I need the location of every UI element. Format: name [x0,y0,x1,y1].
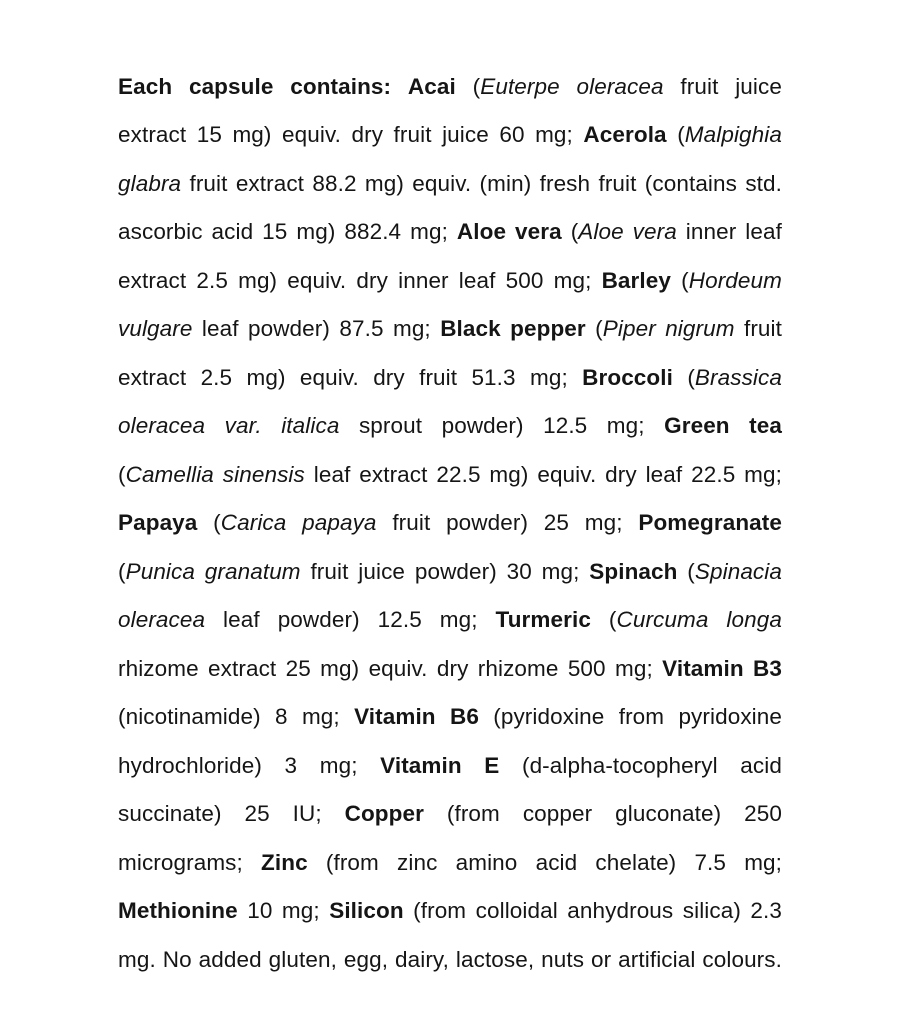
paren-open-aloe: ( [570,219,579,244]
ingredient-detail-barley: leaf powder) 87.5 mg; [192,316,441,341]
ingredient-name-pomegranate: Pomegranate [638,510,783,535]
ingredient-detail-vitamin-b6: (pyridoxine from pyridoxine hydrochloride) 3 mg; [118,704,782,778]
paren-open-acai: ( [472,73,481,99]
ingredient-name-acerola: Acerola [583,122,667,147]
ingredient-name-green-tea: Green tea [664,413,782,438]
ingredient-detail-turmeric: rhizome extract 25 mg) equiv. dry rhizome 500 mg; [118,655,663,681]
ingredient-detail-acai: fruit juice extract 15 mg) equiv. dry fruit juice 60 mg; [118,73,782,147]
ingredient-latin-spinach: Spinacia oleracea [118,558,782,632]
paren-open-acerola: ( [677,122,685,147]
space [197,510,213,535]
ingredient-detail-methionine: 10 mg; [237,898,330,923]
ingredient-detail-papaya: fruit powder) 25 mg; [376,510,639,535]
ingredient-name-acai: Acai [407,73,456,99]
ingredient-latin-barley: Hordeum vulgare [118,267,782,341]
paren-open-broccoli: ( [687,364,695,390]
ingredient-detail-acerola: fruit extract 88.2 mg) equiv. (min) fresh fruit (contains std. ascorbic acid 15 mg) 882.4 mg; [118,170,782,244]
ingredient-latin-acerola: Malpighia glabra [118,122,782,196]
ingredient-name-barley: Barley [601,267,671,293]
ingredient-detail-black-pepper: fruit extract 2.5 mg) equiv. dry fruit 51.3 mg; [118,316,782,390]
ingredient-detail-green-tea: leaf extract 22.5 mg) equiv. dry leaf 22.5 mg; [304,461,782,487]
ingredient-latin-broccoli: Brassica oleracea var. italica [118,364,782,438]
ingredient-detail-copper: (from copper gluconate) 250 micrograms; [118,801,782,875]
ingredient-detail-broccoli: sprout powder) 12.5 mg; [339,413,665,438]
ingredient-name-aloe-vera: Aloe vera [456,219,562,244]
ingredient-detail-vitamin-e: (d-alpha-tocopheryl acid succinate) 25 IU; [118,752,782,826]
ingredient-name-broccoli: Broccoli [582,364,673,390]
space [391,74,408,99]
space [671,268,681,293]
paren-open-greentea: ( [118,461,126,487]
ingredient-name-vitamin-b3: Vitamin B3 [662,655,782,681]
space [673,365,687,390]
space [586,316,595,341]
ingredient-latin-papaya: Carica papaya [220,510,377,535]
space [591,607,609,632]
ingredient-name-vitamin-b6: Vitamin B6 [354,704,479,729]
paren-open-turmeric: ( [608,607,617,632]
ingredient-name-spinach: Spinach [589,558,678,584]
ingredients-paragraph [118,63,782,1033]
paren-open-papaya: ( [213,510,221,535]
space [667,122,678,147]
paren-open-barley: ( [681,267,689,293]
ingredient-latin-green-tea: Camellia sinensis [125,461,305,487]
ingredient-latin-aloe-vera: Aloe vera [578,219,677,244]
ingredient-detail-vitamin-b3: (nicotinamide) 8 mg; [118,704,355,729]
ingredient-latin-pomegranate: Punica granatum [125,558,301,584]
ingredient-detail-silicon: (from colloidal anhydrous silica) 2.3 mg. [118,898,783,972]
ingredient-name-zinc: Zinc [261,849,308,875]
ingredient-detail-pomegranate: fruit juice powder) 30 mg; [300,558,590,584]
ingredient-name-methionine: Methionine [118,898,238,923]
ingredient-detail-spinach: leaf powder) 12.5 mg; [205,607,496,632]
ingredient-name-turmeric: Turmeric [495,607,591,632]
ingredient-name-silicon: Silicon [329,898,404,923]
space [456,74,473,99]
paren-open-spinach: ( [687,558,695,584]
allergen-footer-note: No added gluten, egg, dairy, lactose, nuts or artificial colours. [162,946,782,972]
paren-open-pomegranate: ( [118,558,126,584]
ingredient-name-papaya: Papaya [118,510,198,535]
ingredient-latin-turmeric: Curcuma longa [616,607,782,632]
space [562,219,571,244]
ingredient-latin-acai: Euterpe oleracea [480,73,664,99]
ingredient-name-black-pepper: Black pepper [440,316,586,341]
ingredient-name-vitamin-e: Vitamin E [380,752,500,778]
ingredients-heading: Each capsule contains: [118,73,392,99]
ingredient-name-copper: Copper [344,801,424,826]
ingredient-latin-black-pepper: Piper nigrum [602,316,735,341]
ingredient-detail-zinc: (from zinc amino acid chelate) 7.5 mg; [307,849,782,875]
space [677,559,687,584]
paren-open-pepper: ( [595,316,603,341]
ingredient-detail-aloe-vera: inner leaf extract 2.5 mg) equiv. dry inner leaf 500 mg; [118,219,782,293]
